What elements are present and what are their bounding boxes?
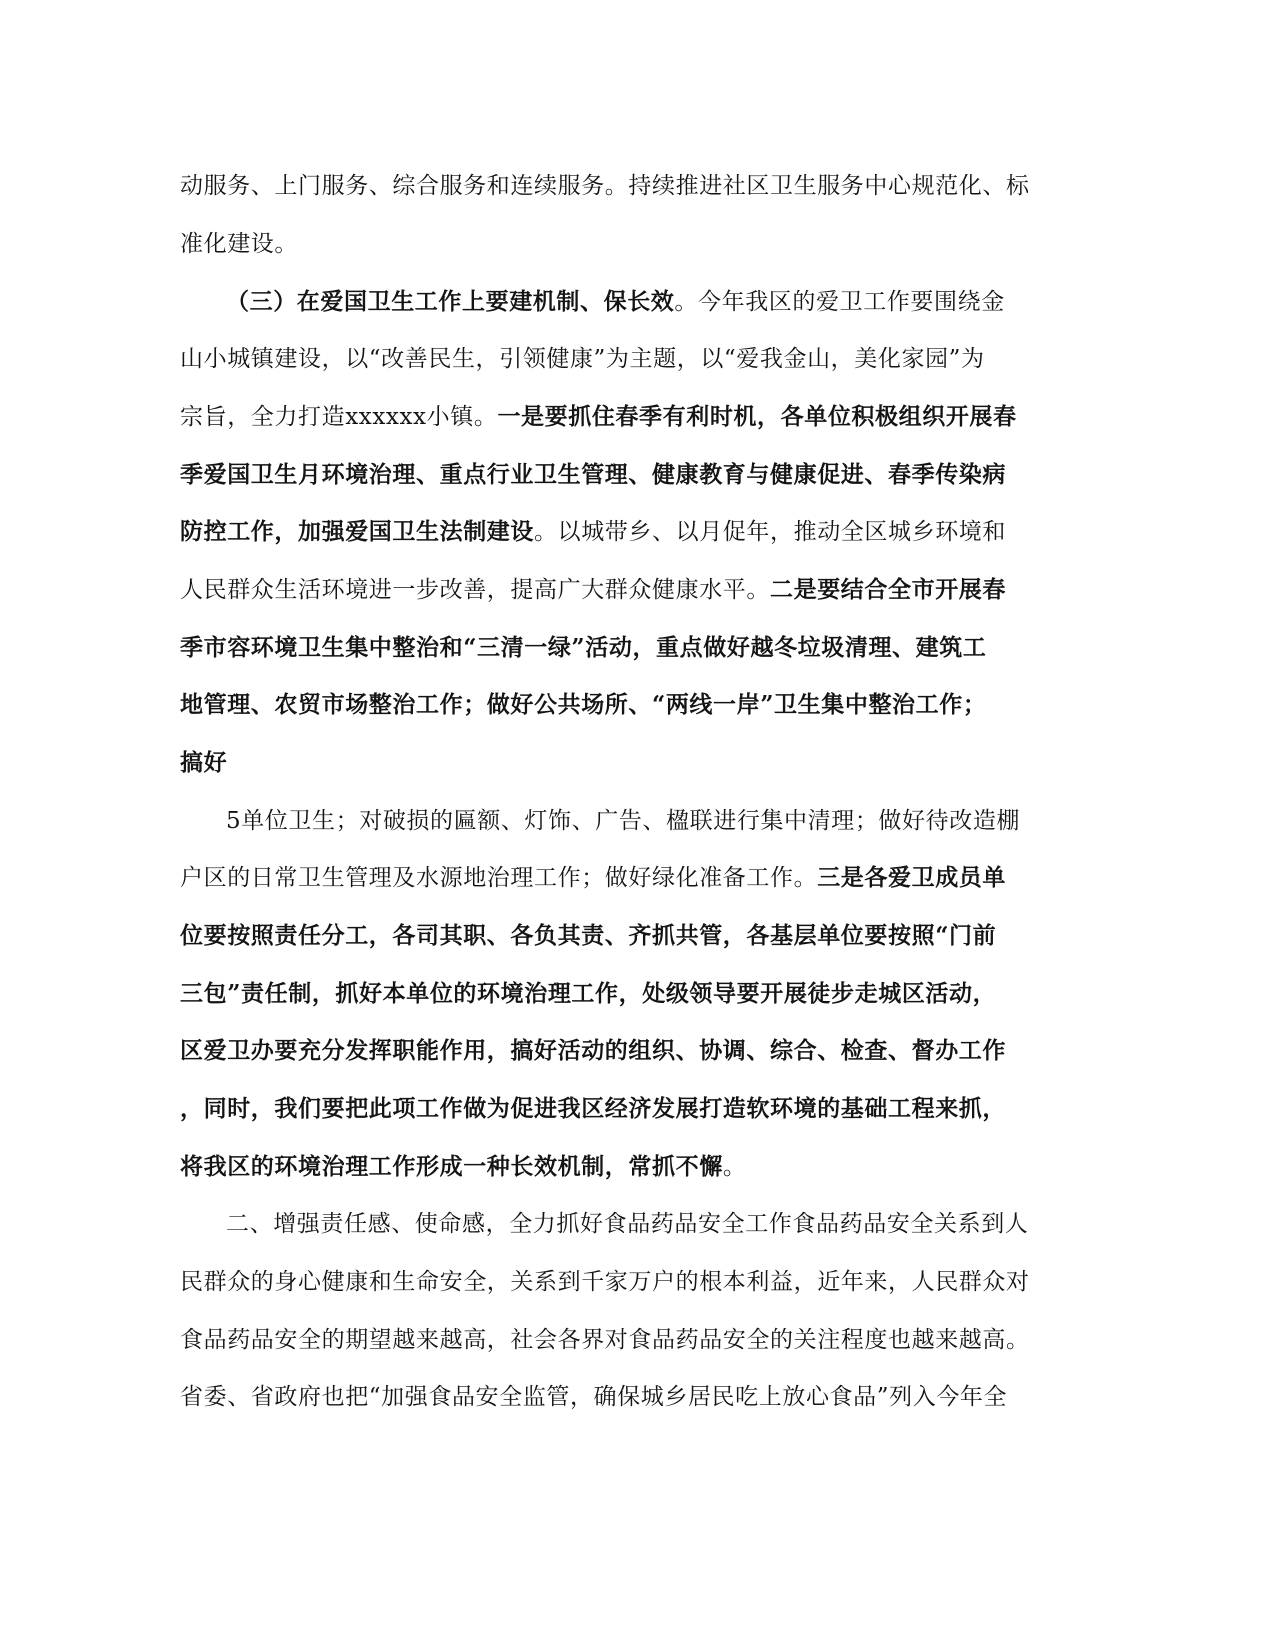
text-line xyxy=(180,575,1006,605)
text-line xyxy=(180,1267,1030,1297)
text-line xyxy=(226,1209,1028,1239)
bold-text-segment: 三是各爱卫成员单 xyxy=(817,864,1007,891)
text-line xyxy=(226,287,1005,317)
text-segment: 准化建设。 xyxy=(180,231,298,257)
bold-text-segment: （三）在爱国卫生工作上要建机制、保长效 xyxy=(226,288,675,315)
text-segment: 动服务、上门服务、综合服务和连续服务。持续推进社区卫生服务中心规范化、标 xyxy=(180,173,1030,199)
text-line xyxy=(180,1036,1006,1066)
text-line xyxy=(180,402,1017,432)
text-line xyxy=(180,1152,746,1182)
bold-text-segment: 二是要结合全市开展春 xyxy=(770,576,1006,603)
text-segment: 二、增强责任感、使命感，全力抓好食品药品安全工作食品药品安全关系到人 xyxy=(226,1211,1029,1237)
text-segment: 户区的日常卫生管理及水源地治理工作；做好绿化准备工作。 xyxy=(180,865,818,891)
text-line xyxy=(180,1094,1006,1124)
bold-text-segment: 三包”责任制，抓好本单位的环境治理工作，处级领导要开展徒步走城区活动， xyxy=(180,980,997,1007)
text-line xyxy=(180,863,1006,893)
text-segment: 。 xyxy=(722,1154,747,1180)
text-line xyxy=(226,806,1020,836)
text-line xyxy=(180,921,996,951)
text-segment: 。今年我区的爱卫工作要围绕金 xyxy=(674,289,1005,315)
bold-text-segment: 位要按照责任分工，各司其职、各负其责、齐抓共管，各基层单位要按照“门前 xyxy=(180,922,997,949)
text-line xyxy=(180,633,986,663)
bold-text-segment: 季爱国卫生月环境治理、重点行业卫生管理、健康教育与健康促进、春季传染病 xyxy=(180,461,1006,488)
text-line xyxy=(180,460,1006,490)
text-line xyxy=(180,690,986,720)
text-line xyxy=(180,1325,1030,1355)
text-line xyxy=(180,229,298,259)
bold-text-segment: 一是要抓住春季有利时机，各单位积极组织开展春 xyxy=(497,403,1017,430)
text-segment: 民群众的身心健康和生命安全，关系到千家万户的根本利益，近年来，人民群众对 xyxy=(180,1269,1030,1295)
text-line xyxy=(180,344,985,374)
bold-text-segment: ，同时，我们要把此项工作做为促进我区经济发展打造软环境的基础工程来抓， xyxy=(180,1095,1006,1122)
text-line xyxy=(180,171,1030,201)
bold-text-segment: 搞好 xyxy=(180,749,228,776)
text-line xyxy=(180,748,227,778)
text-segment: 省委、省政府也把“加强食品安全监管，确保城乡居民吃上放心食品”列入今年全 xyxy=(180,1384,1008,1410)
text-segment: 宗旨，全力打造xxxxxx小镇。 xyxy=(180,404,498,430)
text-segment: 。以城带乡、以月促年，推动全区城乡环境和 xyxy=(534,519,1006,545)
text-segment: 山小城镇建设，以“改善民生，引领健康”为主题，以“爱我金山，美化家园”为 xyxy=(180,346,985,372)
text-segment: 5单位卫生；对破损的匾额、灯饰、广告、楹联进行集中清理；做好待改造棚 xyxy=(226,808,1021,834)
bold-text-segment: 防控工作，加强爱国卫生法制建设 xyxy=(180,518,534,545)
bold-text-segment: 地管理、农贸市场整治工作；做好公共场所、“两线一岸”卫生集中整治工作； xyxy=(180,691,987,718)
bold-text-segment: 将我区的环境治理工作形成一种长效机制，常抓不懈 xyxy=(180,1153,723,1180)
bold-text-segment: 区爱卫办要充分发挥职能作用，搞好活动的组织、协调、综合、检查、督办工作 xyxy=(180,1037,1006,1064)
text-line xyxy=(180,979,996,1009)
text-line xyxy=(180,517,1006,547)
text-segment: 人民群众生活环境进一步改善，提高广大群众健康水平。 xyxy=(180,577,770,603)
text-line xyxy=(180,1382,1007,1412)
bold-text-segment: 季市容环境卫生集中整治和“三清一绿”活动，重点做好越冬垃圾清理、建筑工 xyxy=(180,634,987,661)
text-segment: 食品药品安全的期望越来越高，社会各界对食品药品安全的关注程度也越来越高。 xyxy=(180,1327,1030,1353)
